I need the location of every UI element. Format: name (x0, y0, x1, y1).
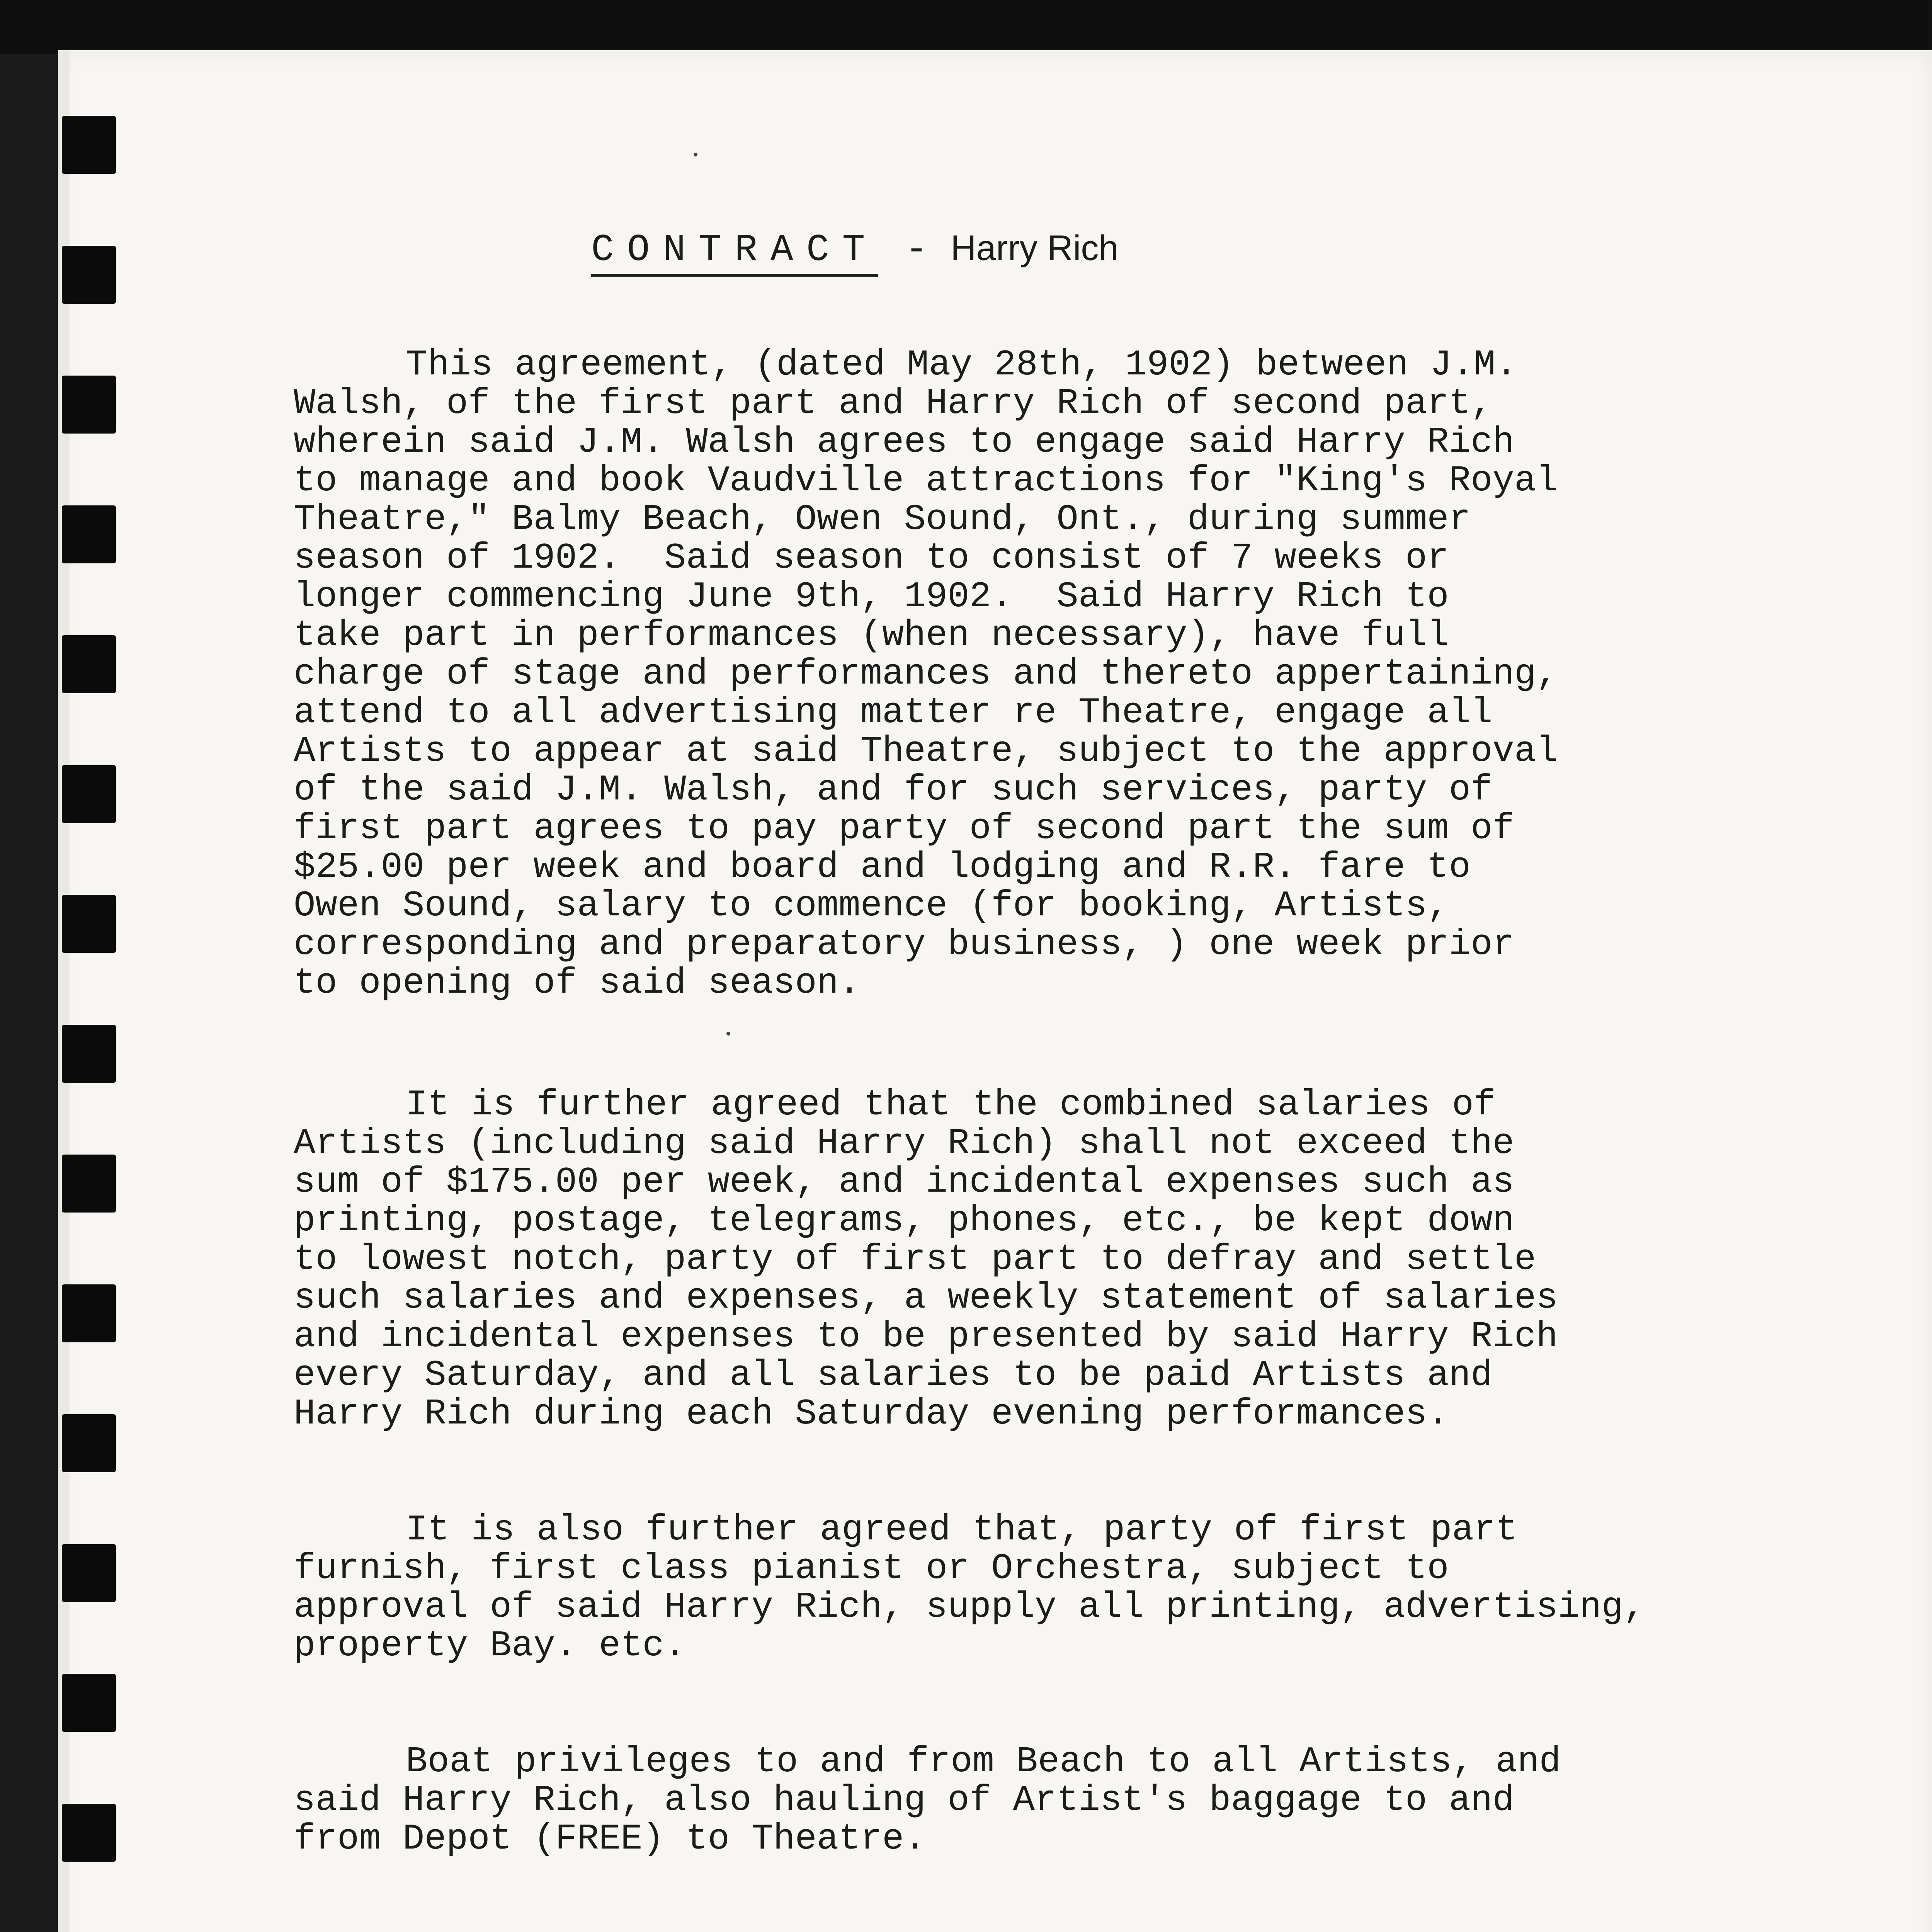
paragraph-line: to manage and book Vaudville attractions for "King's Royal (294, 461, 1558, 502)
title-separator: - (905, 229, 928, 272)
paragraph-line: charge of stage and performances and thereto appertaining, (294, 654, 1558, 695)
binding-hole (62, 376, 116, 434)
document-title (591, 228, 1119, 272)
paper-speck (694, 153, 697, 156)
binding-hole (62, 505, 116, 563)
paragraph-line: from Depot (FREE) to Theatre. (294, 1819, 926, 1860)
binding-hole (62, 1025, 116, 1083)
spiral-binding (0, 0, 116, 1932)
paragraph-line: take part in performances (when necessary), have full (294, 615, 1449, 656)
paragraph-pianist (294, 1511, 1762, 1665)
paragraph-line: Owen Sound, salary to commence (for booking, Artists, (294, 886, 1449, 927)
binding-hole (62, 1674, 116, 1732)
paragraph-line: to lowest notch, party of first part to defray and settle (294, 1239, 1536, 1280)
paragraph-line: Boat privileges to and from Beach to all Artists, and (406, 1742, 1561, 1782)
paragraph-line: Theatre," Balmy Beach, Owen Sound, Ont., during summer (294, 499, 1471, 540)
binding-hole (62, 1414, 116, 1472)
paragraph-line: It is also further agreed that, party of first part (406, 1510, 1517, 1551)
binding-hole (62, 116, 116, 174)
scanner-bed-top (0, 0, 1932, 54)
paragraph-line: to opening of said season. (294, 963, 861, 1004)
paragraph-line: This agreement, (dated May 28th, 1902) between J.M. (406, 345, 1517, 386)
paragraph-line: and incidental expenses to be presented by said Harry Rich (294, 1316, 1558, 1357)
paper-speck (726, 1032, 730, 1036)
paragraph-line: sum of $175.00 per week, and incidental expenses such as (294, 1162, 1514, 1203)
paragraph-line: such salaries and expenses, a weekly statement of salaries (294, 1278, 1558, 1319)
binding-hole (62, 1155, 116, 1213)
paragraph-line: attend to all advertising matter re Theatre, engage all (294, 692, 1493, 733)
paragraph-line: first part agrees to pay party of second part the sum of (294, 808, 1514, 849)
binding-hole (62, 635, 116, 693)
paragraph-line: furnish, first class pianist or Orchestra, subject to (294, 1548, 1449, 1589)
paragraph-line: It is further agreed that the combined salaries of (406, 1085, 1496, 1126)
paragraph-line: approval of said Harry Rich, supply all printing, advertising, (294, 1587, 1645, 1628)
paragraph-line: longer commencing June 9th, 1902. Said Harry Rich to (294, 577, 1449, 617)
paragraph-line: of the said J.M. Walsh, and for such services, party of (294, 770, 1493, 811)
binding-hole (62, 765, 116, 823)
binding-hole (62, 1804, 116, 1862)
binding-hole (62, 1284, 116, 1342)
paragraph-line: $25.00 per week and board and lodging and R.R. fare to (294, 847, 1471, 888)
paragraph-line: said Harry Rich, also hauling of Artist's baggage to and (294, 1780, 1514, 1821)
binding-hole (62, 246, 116, 304)
paragraph-line: Harry Rich during each Saturday evening performances. (294, 1394, 1449, 1435)
binding-edge (58, 50, 70, 1932)
paragraph-line: every Saturday, and all salaries to be paid Artists and (294, 1355, 1493, 1396)
paragraph-line: property Bay. etc. (294, 1626, 686, 1667)
title-contract-word: CONTRACT (591, 229, 878, 277)
paragraph-line: corresponding and preparatory business, ) one week prior (294, 924, 1514, 965)
paragraph-line: printing, postage, telegrams, phones, etc., be kept down (294, 1201, 1514, 1242)
paragraph-line: Artists (including said Harry Rich) shall not exceed the (294, 1123, 1514, 1164)
binding-hole (62, 895, 116, 953)
binding-hole (62, 1544, 116, 1602)
paragraph-agreement (294, 346, 1762, 1003)
paragraph-boat-privileges (294, 1743, 1762, 1859)
title-name: Harry Rich (951, 228, 1119, 268)
paragraph-line: Artists to appear at said Theatre, subject to the approval (294, 731, 1558, 772)
paragraph-line: Walsh, of the first part and Harry Rich of second part, (294, 383, 1493, 424)
paragraph-salaries (294, 1086, 1762, 1434)
paragraph-line: season of 1902. Said season to consist of 7 weeks or (294, 538, 1449, 579)
paragraph-line: wherein said J.M. Walsh agrees to engage said Harry Rich (294, 422, 1514, 463)
